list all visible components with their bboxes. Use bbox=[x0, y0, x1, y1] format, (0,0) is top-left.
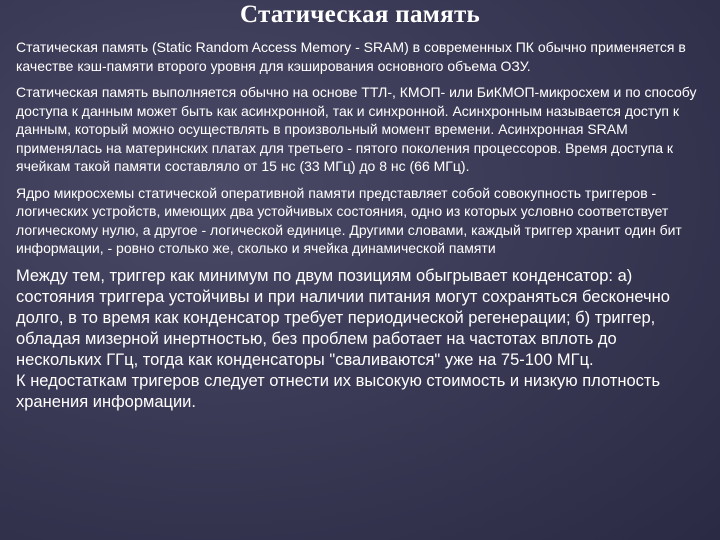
slide-body bbox=[16, 38, 706, 413]
paragraph-sram-intro: Статическая память (Static Random Access Memory - SRAM) в современных ПК обычно применяется в качестве кэш-памяти второго уровня для кэширования основного объема ОЗУ. bbox=[16, 39, 686, 74]
paragraph-trigger-vs-capacitor: Между тем, триггер как минимум по двум позициям обыгрывает конденсатор: а) состояния триггера устойчивы и при наличии питания могут сохраняться бесконечно долго, в то время как конденсатор требует периодической регенерации; б) триггер, обладая мизерной инертностью, без проблем работает на частотах вплоть до нескольких ГГц, тогда как конденсаторы "сваливаются" уже на 75-100 МГц. bbox=[16, 266, 670, 369]
paragraph-sram-access: Статическая память выполняется обычно на основе ТТЛ-, КМОП- или БиКМОП-микросхем и по способу доступа к данным может быть как асинхронной, так и синхронной. Асинхронным называется доступ к данным, который можно осуществлять в произвольный момент времени. Асинхронная SRAM применялась на материнских платах для третьего - пятого поколения процессоров. Время доступа к ячейкам такой памяти составляло от 15 нс (33 МГц) до 8 нс (66 МГц). bbox=[16, 84, 697, 174]
paragraph-trigger-core: Ядро микросхемы статической оперативной памяти представляет собой совокупность триггеров - логических устройств, имеющих два устойчивых состояния, одно из которых условно соответствует логическому нулю, а другое - логической единице. Другими словами, каждый триггер хранит один бит информации, - ровно столько же, сколько и ячейка динамической памяти bbox=[16, 184, 682, 256]
slide-title: Статическая память bbox=[239, 1, 481, 28]
paragraph-drawbacks: К недостаткам тригеров следует отнести их высокую стоимость и низкую плотность хранения информации. bbox=[16, 371, 661, 411]
